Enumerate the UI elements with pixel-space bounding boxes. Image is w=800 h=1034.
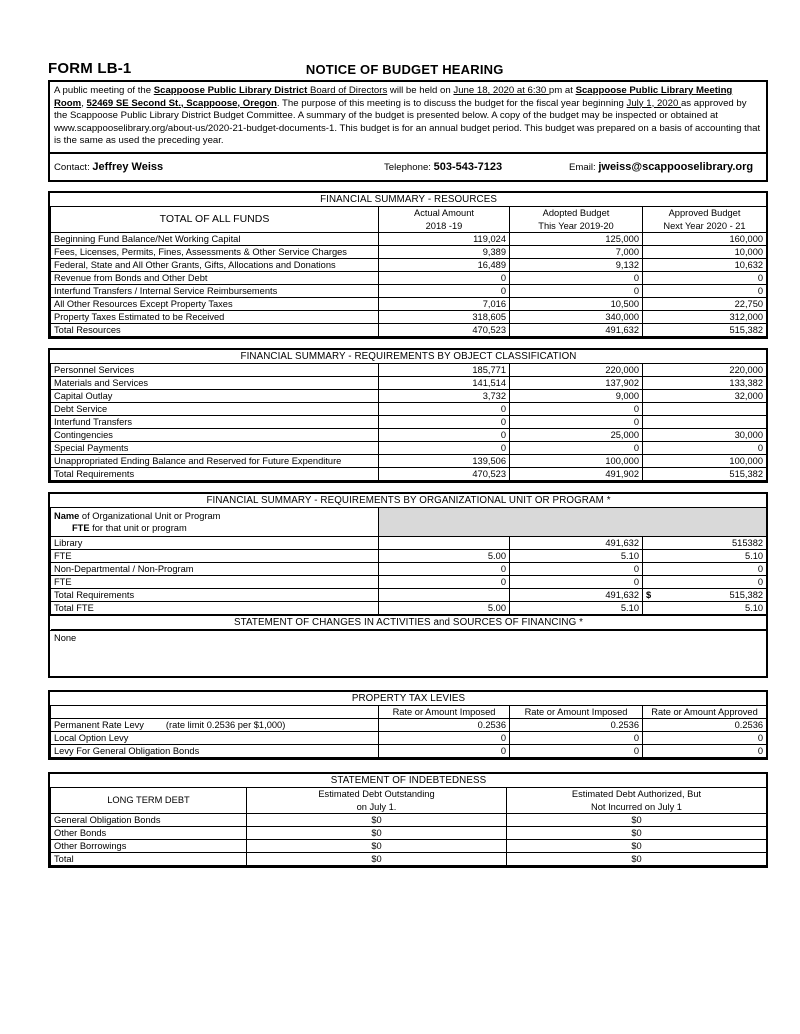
- row-value-imposed-1: 0: [379, 744, 510, 757]
- row-label: Debt Service: [51, 402, 379, 415]
- total-label: Total Resources: [51, 323, 379, 336]
- resources-col2-header-line1: Adopted Budget: [510, 206, 643, 219]
- org-name-label-bold: Name: [54, 510, 80, 521]
- total-value-approved: [643, 588, 767, 601]
- email-field: [569, 161, 762, 173]
- levies-col2-header: Rate or Amount Imposed: [510, 705, 643, 718]
- indebtedness-col2-header-line1: Estimated Debt Authorized, But: [507, 787, 767, 800]
- notice-text-g: as approved by the Scappoose Public Library District Budget Committee. A summary of the budget is presented below. A copy of the budget may be inspected or obtained at www.scappooselibrary.org/about-us/2020-21-budget-documents-1. This budget is for an annual budget period. This budget was prepared on a basis of accounting that is the same as used the preceding year.: [54, 97, 761, 147]
- table-total-fte-row: [51, 601, 767, 615]
- levies-banner: PROPERTY TAX LEVIES: [51, 692, 767, 706]
- indebtedness-col1-header-line2: on July 1.: [247, 800, 507, 813]
- table-header-row: [51, 206, 767, 219]
- notice-datetime: June 18, 2020 at 6:30: [453, 85, 549, 96]
- row-value-adopted: 220,000: [510, 363, 643, 376]
- row-label: FTE: [51, 549, 379, 562]
- notice-address: 52469 SE Second St., Scappoose, Oregon: [86, 97, 277, 109]
- row-value-approved: 160,000: [643, 232, 767, 245]
- org-name-header-row: [51, 507, 767, 536]
- row-value-approved: [643, 402, 767, 415]
- row-value-actual: 5.00: [379, 549, 510, 562]
- table-row: [51, 415, 767, 428]
- changes-banner: STATEMENT OF CHANGES IN ACTIVITIES and SOURCES OF FINANCING *: [51, 615, 767, 630]
- row-value-actual: 0: [379, 575, 510, 588]
- table-row: [51, 363, 767, 376]
- resources-banner: FINANCIAL SUMMARY - RESOURCES: [51, 193, 767, 207]
- row-value-approved: 133,382: [643, 376, 767, 389]
- levies-col0-header: [51, 705, 379, 718]
- contact-label: Contact:: [54, 161, 90, 173]
- org-name-label-rest: of Organizational Unit or Program: [79, 510, 221, 521]
- row-label: [51, 718, 379, 731]
- table-row: [51, 731, 767, 744]
- row-value-approved: 100,000: [643, 454, 767, 467]
- table-row: [51, 310, 767, 323]
- row-value-adopted: 25,000: [510, 428, 643, 441]
- property-tax-levies-block: [48, 690, 768, 760]
- row-value-adopted: 10,500: [510, 297, 643, 310]
- table-row: [51, 284, 767, 297]
- org-fte-label-bold: FTE: [72, 522, 90, 533]
- resources-col1-header-line2: 2018 -19: [379, 219, 510, 232]
- table-row: [51, 744, 767, 757]
- table-row: [51, 454, 767, 467]
- row-value-approved: 5.10: [643, 549, 767, 562]
- total-value-adopted: 491,902: [510, 467, 643, 480]
- table-row: [51, 245, 767, 258]
- changes-body-text: None: [50, 630, 766, 676]
- total-value-outstanding: $0: [247, 852, 507, 865]
- row-value-outstanding: $0: [247, 813, 507, 826]
- row-value-actual: 141,514: [379, 376, 510, 389]
- total-fte-adopted: 5.10: [510, 601, 643, 615]
- total-label: Total Requirements: [51, 467, 379, 480]
- row-value-approved: 0: [643, 731, 767, 744]
- row-value-approved: 312,000: [643, 310, 767, 323]
- row-label: Federal, State and All Other Grants, Gifts, Allocations and Donations: [51, 258, 379, 271]
- row-label: Revenue from Bonds and Other Debt: [51, 271, 379, 284]
- row-value-actual: 9,389: [379, 245, 510, 258]
- row-value-approved: 0: [643, 744, 767, 757]
- org-header-shaded-cell: [379, 507, 767, 536]
- row-label: Local Option Levy: [51, 731, 379, 744]
- table-row: [51, 839, 767, 852]
- levy-name: Permanent Rate Levy: [54, 719, 144, 730]
- row-label: General Obligation Bonds: [51, 813, 247, 826]
- resources-col3-header-line2: Next Year 2020 - 21: [643, 219, 767, 232]
- form-number: FORM LB-1: [48, 60, 132, 77]
- row-label: Non-Departmental / Non-Program: [51, 562, 379, 575]
- row-value-approved: 32,000: [643, 389, 767, 402]
- row-value-approved: 22,750: [643, 297, 767, 310]
- row-label: Beginning Fund Balance/Net Working Capital: [51, 232, 379, 245]
- resources-col1-header-line1: Actual Amount: [379, 206, 510, 219]
- indebtedness-col2-header-line2: Not Incurred on July 1: [507, 800, 767, 813]
- table-row: [51, 376, 767, 389]
- table-row: [51, 428, 767, 441]
- table-row: [51, 402, 767, 415]
- row-value-actual: 0: [379, 271, 510, 284]
- contact-row: [50, 154, 766, 180]
- row-value-actual: 0: [379, 402, 510, 415]
- row-value-adopted: 0: [510, 402, 643, 415]
- total-fte-actual: 5.00: [379, 601, 510, 615]
- row-value-adopted: 340,000: [510, 310, 643, 323]
- row-value-actual: 0: [379, 562, 510, 575]
- row-value-authorized: $0: [507, 839, 767, 852]
- row-label: Other Bonds: [51, 826, 247, 839]
- row-value-actual: 119,024: [379, 232, 510, 245]
- org-fte-label-rest: for that unit or program: [89, 522, 187, 533]
- row-value-imposed-1: 0.2536: [379, 718, 510, 731]
- row-value-actual: 7,016: [379, 297, 510, 310]
- notice-text-c: will be held on: [387, 85, 454, 96]
- notice-board: Board of Directors: [307, 85, 388, 96]
- row-value-adopted: 137,902: [510, 376, 643, 389]
- email-label: Email:: [569, 161, 596, 173]
- row-label: Property Taxes Estimated to be Received: [51, 310, 379, 323]
- row-value-approved: 515382: [643, 536, 767, 549]
- row-label: Fees, Licenses, Permits, Fines, Assessments & Other Service Charges: [51, 245, 379, 258]
- contact-field: [54, 161, 384, 173]
- row-value-approved: 220,000: [643, 363, 767, 376]
- row-value-actual: 185,771: [379, 363, 510, 376]
- currency-symbol: $: [646, 589, 652, 600]
- table-total-row: [51, 323, 767, 336]
- levies-col1-header: Rate or Amount Imposed: [379, 705, 510, 718]
- row-value-outstanding: $0: [247, 839, 507, 852]
- notice-text-d: pm at: [548, 85, 576, 96]
- row-value-adopted: 0: [510, 562, 643, 575]
- row-value-actual: 3,732: [379, 389, 510, 402]
- row-label: Library: [51, 536, 379, 549]
- row-value-approved: 10,000: [643, 245, 767, 258]
- levy-note: (rate limit 0.2536 per $1,000): [165, 719, 286, 730]
- total-value-actual: 470,523: [379, 467, 510, 480]
- row-value-actual: 0: [379, 428, 510, 441]
- row-value-adopted: 0: [510, 271, 643, 284]
- total-approved-amount: 515,382: [729, 589, 764, 600]
- total-value-adopted: 491,632: [510, 588, 643, 601]
- table-banner-row: [51, 494, 767, 508]
- resources-col3-header-line1: Approved Budget: [643, 206, 767, 219]
- notice-text-a: A public meeting of the: [54, 85, 154, 96]
- table-row: [51, 536, 767, 549]
- table-row: [51, 575, 767, 588]
- notice-text-e: ,: [81, 97, 87, 109]
- table-row: [51, 813, 767, 826]
- requirements-org-banner: FINANCIAL SUMMARY - REQUIREMENTS BY ORGANIZATIONAL UNIT OR PROGRAM *: [51, 494, 767, 508]
- row-value-actual: 0: [379, 415, 510, 428]
- indebtedness-banner: STATEMENT OF INDEBTEDNESS: [51, 774, 767, 788]
- row-label: Contingencies: [51, 428, 379, 441]
- requirements-object-banner: FINANCIAL SUMMARY - REQUIREMENTS BY OBJECT CLASSIFICATION: [51, 350, 767, 364]
- row-value-adopted: 7,000: [510, 245, 643, 258]
- notice-paragraph: [50, 82, 766, 154]
- row-label: All Other Resources Except Property Taxes: [51, 297, 379, 310]
- row-value-adopted: 0: [510, 575, 643, 588]
- requirements-org-table: [50, 494, 767, 630]
- notice-organization: Scappoose Public Library District: [153, 85, 308, 96]
- row-value-adopted: 5.10: [510, 549, 643, 562]
- telephone-number: 503-543-7123: [433, 160, 503, 173]
- statement-of-indebtedness-block: [48, 772, 768, 868]
- total-value-authorized: $0: [507, 852, 767, 865]
- row-label: Other Borrowings: [51, 839, 247, 852]
- requirements-org-block: [48, 492, 768, 678]
- row-value-adopted: 491,632: [510, 536, 643, 549]
- table-row: [51, 389, 767, 402]
- row-label: Special Payments: [51, 441, 379, 454]
- total-value-actual: 470,523: [379, 323, 510, 336]
- table-banner-row: [51, 774, 767, 788]
- page-title: NOTICE OF BUDGET HEARING: [305, 62, 504, 77]
- row-value-actual: 0: [379, 441, 510, 454]
- table-row: [51, 232, 767, 245]
- total-value-approved: 515,382: [643, 323, 767, 336]
- row-value-approved: [643, 415, 767, 428]
- row-value-approved: 0: [643, 284, 767, 297]
- table-total-row: [51, 588, 767, 601]
- row-value-approved: 0: [643, 575, 767, 588]
- row-value-approved: 30,000: [643, 428, 767, 441]
- row-label: Unappropriated Ending Balance and Reserved for Future Expenditure: [51, 454, 379, 467]
- row-value-actual: [379, 536, 510, 549]
- row-value-authorized: $0: [507, 826, 767, 839]
- row-label: Capital Outlay: [51, 389, 379, 402]
- row-value-approved: 0: [643, 562, 767, 575]
- table-banner-row: [51, 350, 767, 364]
- total-label: Total Requirements: [51, 588, 379, 601]
- row-label: Interfund Transfers / Internal Service Reimbursements: [51, 284, 379, 297]
- row-value-approved: 0: [643, 441, 767, 454]
- public-meeting-notice-block: [48, 80, 768, 182]
- row-value-outstanding: $0: [247, 826, 507, 839]
- table-row: [51, 441, 767, 454]
- row-value-actual: 16,489: [379, 258, 510, 271]
- org-name-header-cell: [51, 507, 379, 536]
- property-tax-levies-table: [50, 692, 767, 758]
- row-value-imposed-2: 0.2536: [510, 718, 643, 731]
- row-value-approved: 0.2536: [643, 718, 767, 731]
- resources-col2-header-line2: This Year 2019-20: [510, 219, 643, 232]
- total-fte-approved: 5.10: [643, 601, 767, 615]
- table-total-row: [51, 852, 767, 865]
- requirements-object-block: [48, 348, 768, 483]
- row-value-authorized: $0: [507, 813, 767, 826]
- row-value-adopted: 0: [510, 441, 643, 454]
- table-row: [51, 549, 767, 562]
- table-banner-row: [51, 692, 767, 706]
- document-header: [48, 60, 768, 77]
- row-label: Interfund Transfers: [51, 415, 379, 428]
- notice-text-f: . The purpose of this meeting is to discuss the budget for the fiscal year beginning: [276, 97, 627, 109]
- telephone-field: [384, 161, 569, 173]
- notice-fiscal-year-start: July 1, 2020: [626, 97, 681, 109]
- total-value-approved: 515,382: [643, 467, 767, 480]
- table-row: [51, 826, 767, 839]
- indebtedness-col0-header: LONG TERM DEBT: [51, 787, 247, 813]
- total-value-actual: [379, 588, 510, 601]
- table-row: [51, 258, 767, 271]
- total-value-adopted: 491,632: [510, 323, 643, 336]
- row-value-approved: 0: [643, 271, 767, 284]
- requirements-object-table: [50, 350, 767, 481]
- row-value-imposed-2: 0: [510, 744, 643, 757]
- row-value-imposed-2: 0: [510, 731, 643, 744]
- row-value-approved: 10,632: [643, 258, 767, 271]
- row-value-actual: 0: [379, 284, 510, 297]
- financial-summary-resources-block: [48, 191, 768, 339]
- row-label: Materials and Services: [51, 376, 379, 389]
- row-value-adopted: 0: [510, 415, 643, 428]
- row-label: Levy For General Obligation Bonds: [51, 744, 379, 757]
- table-banner-row: [51, 615, 767, 630]
- resources-table: [50, 193, 767, 337]
- resources-col0-header: TOTAL OF ALL FUNDS: [51, 206, 379, 232]
- row-value-actual: 139,506: [379, 454, 510, 467]
- table-banner-row: [51, 193, 767, 207]
- table-total-row: [51, 467, 767, 480]
- row-value-adopted: 125,000: [510, 232, 643, 245]
- telephone-label: Telephone:: [384, 161, 431, 173]
- indebtedness-col1-header-line1: Estimated Debt Outstanding: [247, 787, 507, 800]
- row-value-adopted: 0: [510, 284, 643, 297]
- total-fte-label: Total FTE: [51, 601, 379, 615]
- row-value-adopted: 100,000: [510, 454, 643, 467]
- notice-place: Scappoose Public Library Meeting Room: [54, 85, 733, 109]
- email-address: jweiss@scappooselibrary.org: [598, 160, 754, 173]
- table-row: [51, 718, 767, 731]
- row-label: FTE: [51, 575, 379, 588]
- table-header-row: [51, 705, 767, 718]
- levies-col3-header: Rate or Amount Approved: [643, 705, 767, 718]
- contact-name: Jeffrey Weiss: [92, 160, 164, 173]
- table-row: [51, 271, 767, 284]
- indebtedness-table: [50, 774, 767, 866]
- total-label: Total: [51, 852, 247, 865]
- row-value-adopted: 9,132: [510, 258, 643, 271]
- row-value-imposed-1: 0: [379, 731, 510, 744]
- table-header-row: [51, 787, 767, 800]
- row-value-actual: 318,605: [379, 310, 510, 323]
- row-value-adopted: 9,000: [510, 389, 643, 402]
- row-label: Personnel Services: [51, 363, 379, 376]
- table-row: [51, 562, 767, 575]
- table-row: [51, 297, 767, 310]
